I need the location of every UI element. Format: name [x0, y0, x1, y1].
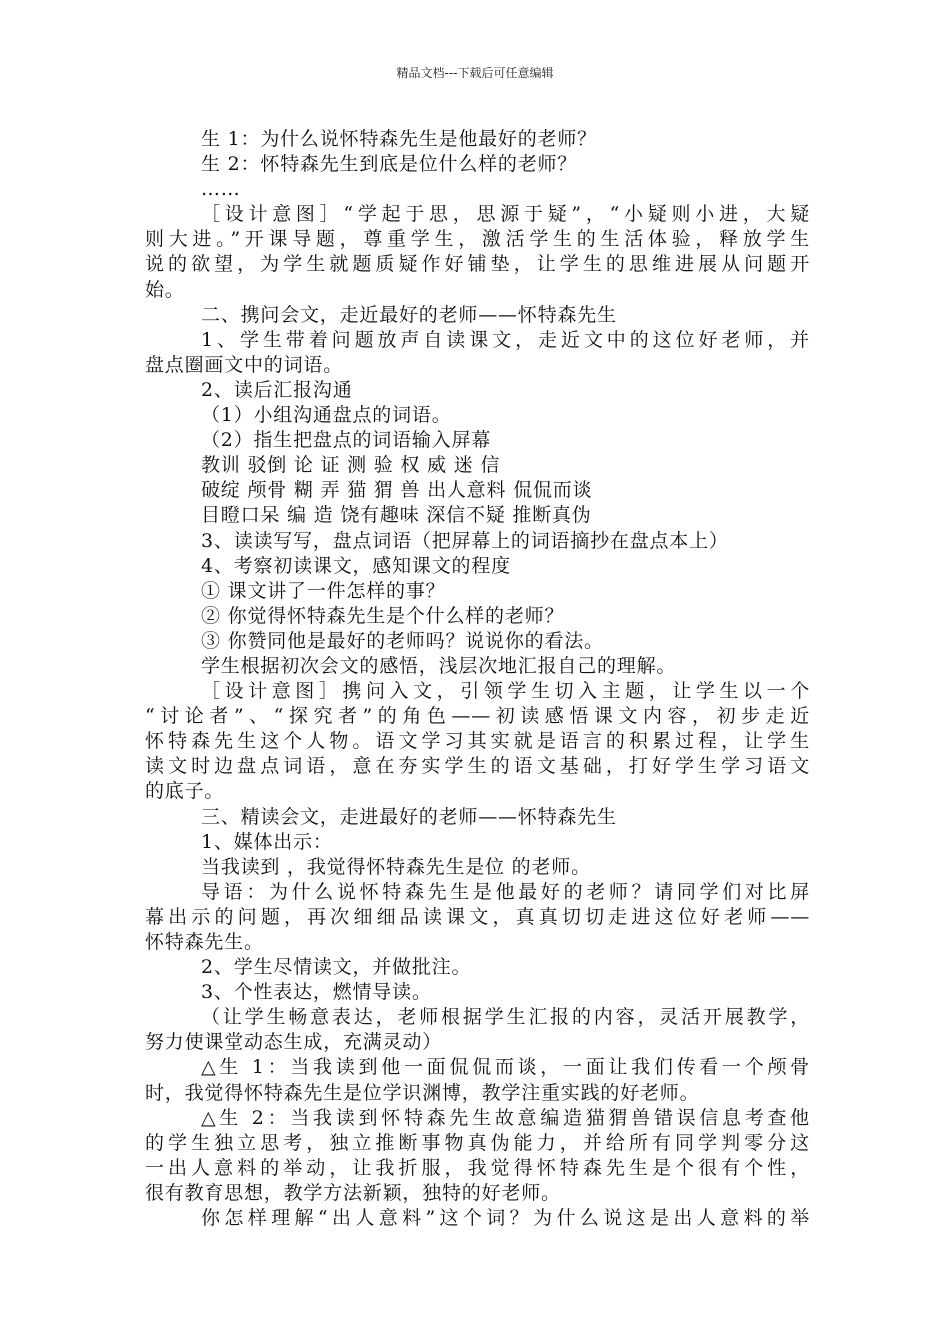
text-line: 怀特森先生这个人物。语文学习其实就是语言的积累过程，让学生: [145, 730, 810, 753]
text-line: 一出人意料的举动，让我折服，我觉得怀特森先生是个很有个性，: [145, 1156, 810, 1179]
text-line: 2、学生尽情读文，并做批注。: [201, 956, 472, 979]
text-line: 1、学生带着问题放声自读课文，走近文中的这位好老师，并: [201, 328, 810, 351]
text-line: 幕出示的问题，再次细细品读课文，真真切切走进这位好老师——: [145, 905, 810, 928]
vocabulary-line: 目瞪口呆 编 造 饶有趣味 深信不疑 推断真伪: [201, 504, 592, 527]
text-line: 怀特森先生。: [145, 931, 264, 953]
text-line: ［设计意图］携问入文，引领学生切入主题，让学生以一个: [201, 680, 810, 703]
document-body: [145, 127, 810, 1231]
text-line: 很有教育思想，教学方法新颖，独特的好老师。: [145, 1181, 561, 1204]
text-line: 的学生独立思考，独立推断事物真伪能力，并给所有同学判零分这: [145, 1131, 810, 1154]
page-header: 精品文档---下载后可任意编辑: [396, 66, 554, 80]
section-heading: 二、携问会文，走近最好的老师——怀特森先生: [201, 303, 617, 326]
text-line: 生 1：为什么说怀特森先生是他最好的老师？: [201, 128, 597, 150]
text-line: ① 课文讲了一件怎样的事？: [201, 579, 446, 602]
text-line: 导语：为什么说怀特森先生是他最好的老师？请同学们对比屏: [201, 880, 810, 903]
text-line: 则大进。”开课导题，尊重学生，激活学生的生活体验，释放学生: [145, 228, 810, 251]
text-line: 3、个性表达，燃情导读。: [201, 981, 432, 1004]
text-line: 努力使课堂动态生成，充满灵动）: [145, 1031, 443, 1054]
text-line: ［设计意图］“学起于思，思源于疑”，“小疑则小进，大疑: [201, 203, 810, 226]
text-line: 2、读后汇报沟通: [201, 378, 353, 401]
text-line: 盘点圈画文中的词语。: [145, 353, 344, 376]
text-line: 3、读读写写，盘点词语（把屏幕上的词语摘抄在盘点本上）: [201, 529, 729, 552]
text-line: 说的欲望，为学生就题质疑作好铺垫，让学生的思维进展从问题开: [145, 253, 810, 276]
text-line: 1、媒体出示：: [201, 830, 333, 853]
vocabulary-line: 教训 驳倒 论 证 测 验 权 威 迷 信: [201, 454, 501, 477]
text-line: ……: [201, 178, 241, 201]
text-line: 生 2：怀特森先生到底是位什么样的老师？: [201, 153, 578, 176]
text-line: 的底子。: [145, 780, 225, 803]
text-line: △生 2：当我读到怀特森先生故意编造猫猬兽错误信息考查他: [201, 1106, 810, 1129]
text-line: 你怎样理解“出人意料”这个词？为什么说这是出人意料的举: [201, 1207, 810, 1230]
text-line: 时，我觉得怀特森先生是位学识渊博，教学注重实践的好老师。: [145, 1081, 700, 1104]
vocabulary-line: 破绽 颅骨 糊 弄 猫 猬 兽 出人意料 侃侃而谈: [201, 479, 593, 502]
text-line: “讨论者”、“探究者”的角色——初读感悟课文内容，初步走近: [145, 705, 810, 728]
text-line: （2）指生把盘点的词语输入屏幕: [201, 429, 492, 452]
text-line: ② 你觉得怀特森先生是个什么样的老师？: [201, 604, 565, 627]
section-heading: 三、精读会文，走进最好的老师——怀特森先生: [201, 805, 617, 828]
text-line: 读文时边盘点词语，意在夯实学生的语文基础，打好学生学习语文: [145, 755, 810, 778]
text-line: 当我读到 ，我觉得怀特森先生是位 的老师。: [201, 855, 591, 878]
text-line: 学生根据初次会文的感悟，浅层次地汇报自己的理解。: [201, 654, 677, 677]
text-line: 始。: [145, 278, 185, 301]
text-line: ③ 你赞同他是最好的老师吗？说说你的看法。: [201, 629, 604, 652]
text-line: （让学生畅意表达，老师根据学生汇报的内容，灵活开展教学，: [201, 1006, 810, 1029]
text-line: △生 1：当我读到他一面侃侃而谈，一面让我们传看一个颅骨: [201, 1056, 810, 1079]
text-line: 4、考察初读课文，感知课文的程度: [201, 554, 511, 577]
text-line: （1）小组沟通盘点的词语。: [201, 404, 452, 427]
